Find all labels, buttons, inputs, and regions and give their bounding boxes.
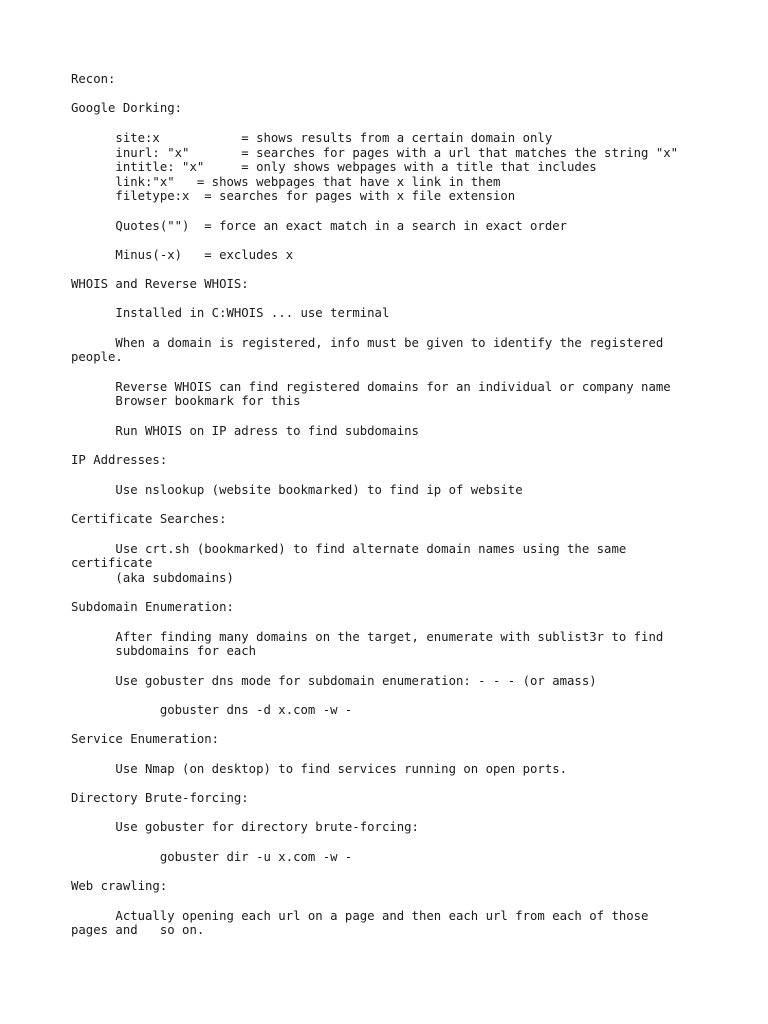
heading-web-crawling: Web crawling: (71, 879, 168, 893)
text-line: inurl: "x" = searches for pages with a url that matches the string "x" (71, 146, 679, 160)
text-line: intitle: "x" = only shows webpages with a title that includes (71, 160, 597, 174)
heading-google-dorking: Google Dorking: (71, 101, 183, 115)
text-line: pages and so on. (71, 923, 205, 937)
text-line: (aka subdomains) (71, 571, 234, 585)
text-line: Reverse WHOIS can find registered domains for an individual or company name (71, 380, 671, 394)
text-line: Actually opening each url on a page and then each url from each of those (71, 909, 649, 923)
heading-ip-addresses: IP Addresses: (71, 453, 168, 467)
text-line: After finding many domains on the target, enumerate with sublist3r to find (71, 630, 664, 644)
heading-directory-brute-forcing: Directory Brute-forcing: (71, 791, 249, 805)
text-line: Installed in C:WHOIS ... use terminal (71, 306, 390, 320)
heading-recon: Recon: (71, 72, 116, 86)
text-line: link:"x" = shows webpages that have x link in them (71, 175, 501, 189)
text-line: When a domain is registered, info must be given to identify the registered (71, 336, 664, 350)
text-line: Use nslookup (website bookmarked) to find ip of website (71, 483, 523, 497)
heading-certificate-searches: Certificate Searches: (71, 512, 227, 526)
heading-whois: WHOIS and Reverse WHOIS: (71, 277, 249, 291)
text-line: Minus(-x) = excludes x (71, 248, 294, 262)
text-line: filetype:x = searches for pages with x file extension (71, 189, 516, 203)
text-line: Use crt.sh (bookmarked) to find alternate domain names using the same (71, 542, 627, 556)
heading-subdomain-enumeration: Subdomain Enumeration: (71, 600, 234, 614)
text-line: Use gobuster dns mode for subdomain enumeration: - - - (or amass) (71, 674, 597, 688)
text-line: site:x = shows results from a certain domain only (71, 131, 553, 145)
text-line: subdomains for each (71, 644, 257, 658)
text-line: Run WHOIS on IP adress to find subdomains (71, 424, 419, 438)
heading-service-enumeration: Service Enumeration: (71, 732, 220, 746)
code-line: gobuster dns -d x.com -w - (71, 703, 353, 717)
code-line: gobuster dir -u x.com -w - (71, 850, 353, 864)
text-line: certificate (71, 556, 153, 570)
text-line: people. (71, 350, 123, 364)
text-line: Quotes("") = force an exact match in a search in exact order (71, 219, 568, 233)
text-line: Browser bookmark for this (71, 394, 301, 408)
text-line: Use gobuster for directory brute-forcing: (71, 820, 419, 834)
text-line: Use Nmap (on desktop) to find services running on open ports. (71, 762, 568, 776)
